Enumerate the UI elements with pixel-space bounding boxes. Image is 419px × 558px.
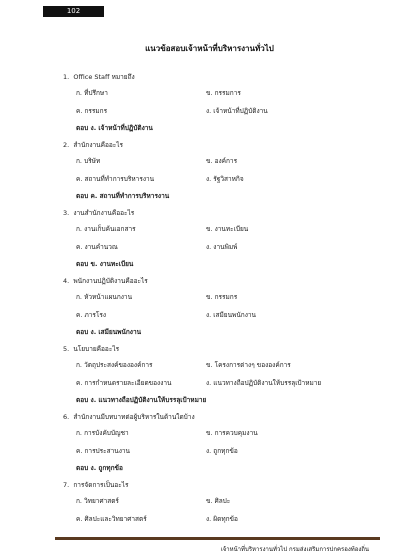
option-c: ค. สถานที่ทำการบริหารงาน: [76, 175, 155, 183]
option-b: ข. โครงการต่างๆ ขององค์การ: [206, 361, 291, 369]
option-c: ค. ภารโรง: [76, 311, 107, 319]
option-d: ง. เสมียนพนักงาน: [206, 311, 256, 319]
option-b: ข. องค์การ: [206, 157, 238, 165]
option-c: ค. ศิลปะและวิทยาศาสตร์: [76, 515, 147, 523]
page-title: แนวข้อสอบเจ้าหน้าที่บริหารงานทั่วไป: [145, 44, 274, 53]
answer-text: ตอบ ค. สถานที่ทำการบริหารงาน: [76, 192, 170, 200]
question-item: [63, 72, 393, 140]
answer-text: ตอบ ข. งานทะเบียน: [76, 260, 134, 268]
question-text: 6. สำนักงานมีบทบาทต่อผู้บริหารในด้านใดบ้าง: [63, 413, 195, 421]
option-d: ง. งานพิมพ์: [206, 243, 238, 251]
question-text: 7. การจัดการเป็นอะไร: [63, 481, 129, 489]
option-b: ข. กรรมการ: [206, 89, 241, 97]
question-text: 3. งานสำนักงานคืออะไร: [63, 209, 135, 217]
option-d: ง. ถูกทุกข้อ: [206, 447, 238, 455]
option-c: ค. การประสานงาน: [76, 447, 130, 455]
question-text: 5. นโยบายคืออะไร: [63, 345, 120, 353]
option-d: ง. รัฐวิสาหกิจ: [206, 175, 244, 183]
page-number: 102: [43, 6, 104, 17]
question-list: [63, 72, 393, 548]
footer-divider: [55, 537, 380, 540]
answer-text: ตอบ ง. ถูกทุกข้อ: [76, 464, 123, 472]
option-b: ข. การควบคุมงาน: [206, 429, 258, 437]
option-a: ก. วัตถุประสงค์ขององค์การ: [76, 361, 153, 369]
question-item: [63, 412, 393, 480]
option-c: ค. การกำหนดรายละเอียดของงาน: [76, 379, 172, 387]
answer-text: ตอบ ง. แนวทางถือปฏิบัติงานให้บรรลุเป้าหมาย: [76, 396, 207, 404]
question-item: [63, 208, 393, 276]
question-item: [63, 140, 393, 208]
option-a: ก. บริษัท: [76, 157, 101, 165]
answer-text: ตอบ ง. เจ้าหน้าที่ปฏิบัติงาน: [76, 124, 153, 132]
option-a: ก. หัวหน้าแผนกงาน: [76, 293, 133, 301]
option-c: ค. กรรมกร: [76, 107, 108, 115]
option-b: ข. กรรมกร: [206, 293, 238, 301]
question-text: 1. Office Staff หมายถึง: [63, 73, 135, 81]
question-text: 2. สำนักงานคืออะไร: [63, 141, 124, 149]
option-d: ง. เจ้าหน้าที่ปฏิบัติงาน: [206, 107, 268, 115]
option-a: ก. งานเก็บค้นเอกสาร: [76, 225, 136, 233]
question-item: [63, 276, 393, 344]
answer-text: ตอบ ง. เสมียนพนักงาน: [76, 328, 142, 336]
option-b: ข. งานทะเบียน: [206, 225, 249, 233]
question-text: 4. พนักงานปฏิบัติงานคืออะไร: [63, 277, 148, 285]
option-c: ค. งานคำนวณ: [76, 243, 118, 251]
option-d: ง. แนวทางถือปฏิบัติงานให้บรรลุเป้าหมาย: [206, 379, 322, 387]
option-d: ง. ผิดทุกข้อ: [206, 515, 238, 523]
footer-text: เจ้าหน้าที่บริหารงานทั่วไป กรมส่งเสริมการปกครองท้องถิ่น: [220, 546, 369, 553]
option-a: ก. การบังคับบัญชา: [76, 429, 129, 437]
question-item: [63, 344, 393, 412]
option-a: ก. วิทยาศาสตร์: [76, 497, 119, 505]
option-a: ก. ที่ปรึกษา: [76, 89, 108, 97]
option-b: ข. ศิลปะ: [206, 497, 231, 505]
